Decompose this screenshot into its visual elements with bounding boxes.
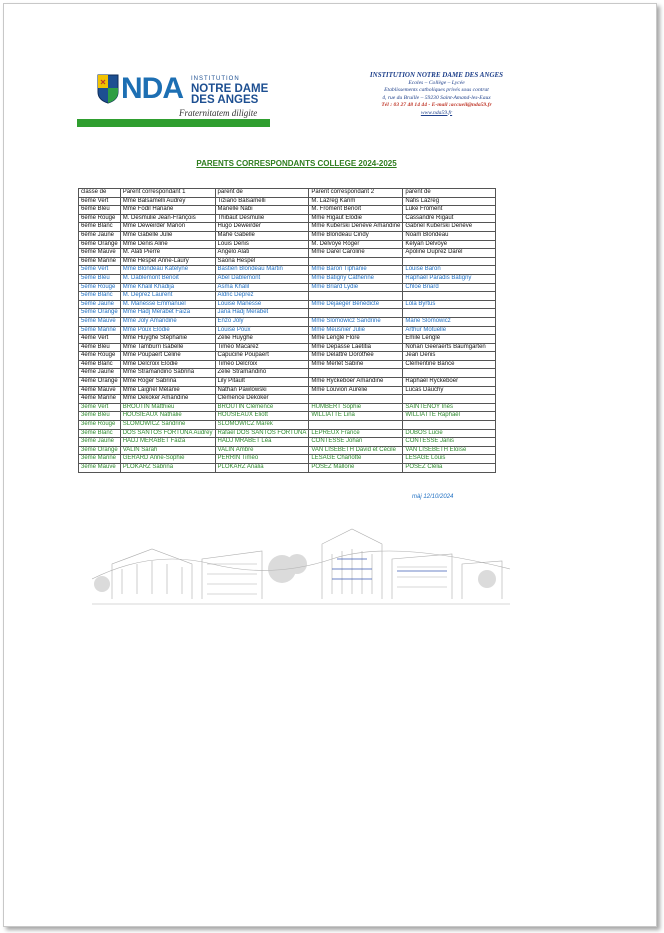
table-row xyxy=(79,360,496,369)
class-cell: 4ème Jaune xyxy=(79,369,121,378)
address-line1: Ecoles – Collège – Lycée xyxy=(408,79,465,86)
child1-cell: HADJ MRABET Léa xyxy=(215,438,309,447)
child2-cell: LESAGE Louis xyxy=(403,455,496,464)
table-row xyxy=(79,257,496,266)
parent2-cell: Mme Lenglé Flore xyxy=(309,335,403,344)
child2-cell xyxy=(403,369,496,378)
child2-cell: Arthur Motuelle xyxy=(403,326,496,335)
child2-cell: Jean Denis xyxy=(403,352,496,361)
school-buildings-sketch xyxy=(92,509,510,609)
child2-cell: Chloé Briard xyxy=(403,283,496,292)
parent2-cell xyxy=(309,292,403,301)
parent1-cell: VALIN Sarah xyxy=(120,446,215,455)
parent2-cell: M. Delvoye Roger xyxy=(309,240,403,249)
parent2-cell: Mme Louvion Aurélie xyxy=(309,386,403,395)
address-line2: Etablissements catholiques privés sous contrat xyxy=(384,87,489,93)
document-page xyxy=(3,3,657,927)
parent2-cell: WILLIATTE Lina xyxy=(309,412,403,421)
child1-cell: Enzo Joly xyxy=(215,317,309,326)
child2-cell: Cassandre Rigaut xyxy=(403,214,496,223)
parent1-cell: Mme Gabelle Julie xyxy=(120,231,215,240)
class-cell: 5ème Orange xyxy=(79,309,121,318)
table-row xyxy=(79,412,496,421)
child1-cell: parent de xyxy=(215,189,309,198)
class-cell: 5ème Bleu xyxy=(79,274,121,283)
class-cell: 5ème Mauve xyxy=(79,317,121,326)
parent2-cell xyxy=(309,309,403,318)
child2-cell: VAN LISEBETH Eloïse xyxy=(403,446,496,455)
child1-cell: PLOKARZ Analia xyxy=(215,464,309,473)
parent2-cell xyxy=(309,257,403,266)
table-row xyxy=(79,369,496,378)
page-title: PARENTS CORRESPONDANTS COLLEGE 2024-2025 xyxy=(196,159,397,168)
parent2-cell: Mme Déjaeger Bénédicte xyxy=(309,300,403,309)
parent2-cell: Mme Baron Tiphanie xyxy=(309,266,403,275)
parent2-cell: Mme Rigaut Elodie xyxy=(309,214,403,223)
table-row xyxy=(79,274,496,283)
child1-cell: Louise Poux xyxy=(215,326,309,335)
parent2-cell: Mme Kuberski Denève Amandine xyxy=(309,223,403,232)
table-row xyxy=(79,326,496,335)
child2-cell: Apoline Duprez Darel xyxy=(403,249,496,258)
parent1-cell: Mme Blondeau Katelyne xyxy=(120,266,215,275)
parent1-cell: Mme Denis Aline xyxy=(120,240,215,249)
parent1-cell: M. Alati Pierre xyxy=(120,249,215,258)
class-cell: 6ème Orange xyxy=(79,240,121,249)
table-row xyxy=(79,309,496,318)
table-row xyxy=(79,335,496,344)
table-row xyxy=(79,317,496,326)
parent2-cell: LEPREUX France xyxy=(309,429,403,438)
parent2-cell: VAN LISEBETH David et Cécile xyxy=(309,446,403,455)
parent2-cell xyxy=(309,421,403,430)
class-cell: 3ème Jaune xyxy=(79,438,121,447)
class-cell: 6ème Blanc xyxy=(79,223,121,232)
parent2-cell: POSEZ Mallorie xyxy=(309,464,403,473)
child1-cell: Angelo Alati xyxy=(215,249,309,258)
class-cell: 4ème Orange xyxy=(79,378,121,387)
parent1-cell: M. Dablemont Benoit xyxy=(120,274,215,283)
child2-cell xyxy=(403,292,496,301)
child1-cell: Louis Denis xyxy=(215,240,309,249)
child1-cell: Tiziano Balsamelli xyxy=(215,197,309,206)
parent1-cell: HOUSIEAUX Nathalie xyxy=(120,412,215,421)
table-row xyxy=(79,249,496,258)
child2-cell: CONTESSE Janis xyxy=(403,438,496,447)
child2-cell xyxy=(403,257,496,266)
parent1-cell: Mme Balsamelli Audrey xyxy=(120,197,215,206)
parent1-cell: Mme Stramandino Sabrina xyxy=(120,369,215,378)
parent2-cell xyxy=(309,369,403,378)
parent1-cell: Parent correspondant 1 xyxy=(120,189,215,198)
parent1-cell: BROUTIN Matthieu xyxy=(120,403,215,412)
class-cell: 4ème Vert xyxy=(79,335,121,344)
parent2-cell: Mme Ryckeboer Amandine xyxy=(309,378,403,387)
address-contact[interactable]: Tél : 03 27 48 14 44 - E-mail :accueil@nda59.fr xyxy=(381,102,492,108)
logo-motto: Fraternitatem diligite xyxy=(179,108,258,118)
child1-cell: Bastien Blondeau Martin xyxy=(215,266,309,275)
parent1-cell: Mme Joly Amandine xyxy=(120,317,215,326)
child1-cell: VALIN Ambre xyxy=(215,446,309,455)
table-row xyxy=(79,438,496,447)
parent2-cell: Mme Depasse Laetitia xyxy=(309,343,403,352)
child2-cell: Luke Froment xyxy=(403,206,496,215)
class-cell: 4ème Marine xyxy=(79,395,121,404)
parent1-cell: Mme Khalil Khadija xyxy=(120,283,215,292)
table-row xyxy=(79,421,496,430)
parent2-cell: CONTESSE Johan xyxy=(309,438,403,447)
child2-cell: Emile Lenglé xyxy=(403,335,496,344)
table-row xyxy=(79,197,496,206)
child1-cell: HOUSIEAUX Eliott xyxy=(215,412,309,421)
child1-cell: Jana Hadj Merabet xyxy=(215,309,309,318)
parent1-cell: DOS SANTOS FORTUNA Audrey xyxy=(120,429,215,438)
parent2-cell: Mme Blondeau Cindy xyxy=(309,231,403,240)
parent1-cell: M. Desmulie Jean-François xyxy=(120,214,215,223)
parent1-cell: GERARD Anne-Sophie xyxy=(120,455,215,464)
parent2-cell: Mme Batigny Catherine xyxy=(309,274,403,283)
logo-name-line2: DES ANGES xyxy=(191,94,259,106)
child2-cell: WILLIATTE Raphaël xyxy=(403,412,496,421)
child2-cell: Lola Byrtus xyxy=(403,300,496,309)
class-cell: 5ème Jaune xyxy=(79,300,121,309)
table-row xyxy=(79,403,496,412)
parent1-cell: SLOMOWICZ Sandrine xyxy=(120,421,215,430)
parent1-cell: Mme Delcroix Elodie xyxy=(120,360,215,369)
table-row xyxy=(79,352,496,361)
table-row xyxy=(79,223,496,232)
class-cell: 6ème Bleu xyxy=(79,206,121,215)
child1-cell: BROUTIN Clémence xyxy=(215,403,309,412)
child2-cell: SAINTENOY Inès xyxy=(403,403,496,412)
class-cell: 6ème Marine xyxy=(79,257,121,266)
child2-cell: Gabriel Kuberski Denève xyxy=(403,223,496,232)
modified-date: màj 12/10/2024 xyxy=(412,494,454,500)
logo-institution-small: INSTITUTION xyxy=(191,76,240,82)
child2-cell xyxy=(403,421,496,430)
table-row xyxy=(79,214,496,223)
child1-cell: Abel Dablemont xyxy=(215,274,309,283)
class-cell: 4ème Rouge xyxy=(79,352,121,361)
parents-table xyxy=(78,188,496,473)
child1-cell: Mahé Gabelle xyxy=(215,231,309,240)
class-cell: 3ème Vert xyxy=(79,403,121,412)
child1-cell: Aldric Deprez xyxy=(215,292,309,301)
class-cell: 6ème Vert xyxy=(79,197,121,206)
child2-cell: Louise Baron xyxy=(403,266,496,275)
address-line3: 4, rue du Bruille – 59230 Saint-Amand-les-Eaux xyxy=(382,94,491,101)
child1-cell: PERRIN Timéo xyxy=(215,455,309,464)
parent2-cell: Mme Merlet Sabine xyxy=(309,360,403,369)
class-cell: 4ème Blanc xyxy=(79,360,121,369)
class-cell: 3ème Orange xyxy=(79,446,121,455)
parent1-cell: Mme Huyghe Stéphanie xyxy=(120,335,215,344)
child2-cell xyxy=(403,309,496,318)
parent2-cell: LESAGE Charlotte xyxy=(309,455,403,464)
parent1-cell: Mme Fodil Hanane xyxy=(120,206,215,215)
child2-cell: Noam Blondeau xyxy=(403,231,496,240)
table-row xyxy=(79,378,496,387)
table-row xyxy=(79,446,496,455)
class-cell: 6ème Jaune xyxy=(79,231,121,240)
parent2-cell: Mme Briard Lydie xyxy=(309,283,403,292)
child1-cell: Saona Hespel xyxy=(215,257,309,266)
logo-institution-name xyxy=(191,74,268,106)
child1-cell: Clémence Dekoker xyxy=(215,395,309,404)
class-cell: 3ème Bleu xyxy=(79,412,121,421)
child2-cell: Clémentine Bance xyxy=(403,360,496,369)
parent1-cell: M. Manesse Emmanuel xyxy=(120,300,215,309)
class-cell: classe de xyxy=(79,189,121,198)
website-link[interactable]: www.nda59.fr xyxy=(420,109,453,116)
child2-cell xyxy=(403,395,496,404)
parent1-cell: Mme Tamburri Isabelle xyxy=(120,343,215,352)
child1-cell: Asma Khalil xyxy=(215,283,309,292)
class-cell: 5ème Blanc xyxy=(79,292,121,301)
table-row xyxy=(79,283,496,292)
child2-cell: Raphaël Paradis Batigny xyxy=(403,274,496,283)
parent1-cell: M. Deprez Laurent xyxy=(120,292,215,301)
child1-cell: Capucine Poupaert xyxy=(215,352,309,361)
parent2-cell: Mme Darel Caroline xyxy=(309,249,403,258)
class-cell: 6ème Mauve xyxy=(79,249,121,258)
child2-cell: Lucas Dauchy xyxy=(403,386,496,395)
child2-cell: Nohan Geeraerts Baumgarten xyxy=(403,343,496,352)
table-row xyxy=(79,266,496,275)
child2-cell: DUBOS Lucie xyxy=(403,429,496,438)
parent1-cell: HADJ MERABET Faiza xyxy=(120,438,215,447)
child1-cell: Nathan Pawlowski xyxy=(215,386,309,395)
parent2-cell: Mme Slomowicz Sandrine xyxy=(309,317,403,326)
child1-cell: Manelle Nabi xyxy=(215,206,309,215)
class-cell: 5ème Vert xyxy=(79,266,121,275)
child1-cell: Rafael DOS SANTOS FORTUNA xyxy=(215,429,309,438)
child2-cell: POSEZ Clélia xyxy=(403,464,496,473)
table-row xyxy=(79,455,496,464)
child1-cell: Louise Manesse xyxy=(215,300,309,309)
parent2-cell: M. Froment Benoît xyxy=(309,206,403,215)
child1-cell: Thibaut Desmulie xyxy=(215,214,309,223)
parent2-cell: M. Lazreg Karim xyxy=(309,197,403,206)
class-cell: 3ème Marine xyxy=(79,455,121,464)
child2-cell: parent de xyxy=(403,189,496,198)
parent2-cell: Mme Delattre Dorothée xyxy=(309,352,403,361)
table-row xyxy=(79,395,496,404)
class-cell: 3ème Rouge xyxy=(79,421,121,430)
parent2-cell xyxy=(309,395,403,404)
table-row xyxy=(79,206,496,215)
address-title: INSTITUTION NOTRE DAME DES ANGES xyxy=(369,71,504,79)
parent1-cell: Mme Roger Sabrina xyxy=(120,378,215,387)
logo-green-bar xyxy=(77,119,270,127)
parent2-cell: Parent correspondant 2 xyxy=(309,189,403,198)
table-row xyxy=(79,386,496,395)
class-cell: 5ème Rouge xyxy=(79,283,121,292)
parent1-cell: Mme Dekoker Amandine xyxy=(120,395,215,404)
parent1-cell: Mme Laignel Mélanie xyxy=(120,386,215,395)
child2-cell: Marie Slomowicz xyxy=(403,317,496,326)
parent1-cell: Mme Hadj Merabet Faiza xyxy=(120,309,215,318)
child1-cell: Zélie Stramandino xyxy=(215,369,309,378)
class-cell: 4ème Mauve xyxy=(79,386,121,395)
address-block xyxy=(364,72,509,117)
child1-cell: Lily Pitault xyxy=(215,378,309,387)
parent1-cell: Mme Poux Elodie xyxy=(120,326,215,335)
logo-name-line1: NOTRE DAME xyxy=(191,83,269,95)
parent2-cell: HUMBERT Sophie xyxy=(309,403,403,412)
parent2-cell: Mme Meusnier Julie xyxy=(309,326,403,335)
parent1-cell: Mme Deweirder Marion xyxy=(120,223,215,232)
table-row xyxy=(79,429,496,438)
class-cell: 3ème Mauve xyxy=(79,464,121,473)
class-cell: 6ème Rouge xyxy=(79,214,121,223)
class-cell: 4ème Bleu xyxy=(79,343,121,352)
table-row xyxy=(79,464,496,473)
child1-cell: Zélie Huyghe xyxy=(215,335,309,344)
table-header-row xyxy=(79,189,496,198)
parent1-cell: Mme Hespel Anne-Laury xyxy=(120,257,215,266)
table-row xyxy=(79,300,496,309)
child1-cell: SLOMOWICZ Marek xyxy=(215,421,309,430)
logo-letters: NDA xyxy=(121,72,183,105)
table-row xyxy=(79,343,496,352)
table-row xyxy=(79,240,496,249)
table-row xyxy=(79,292,496,301)
parent1-cell: Mme Poupaert Céline xyxy=(120,352,215,361)
child1-cell: Hugo Deweirder xyxy=(215,223,309,232)
child1-cell: Timéo Macarez xyxy=(215,343,309,352)
crest-icon xyxy=(97,74,119,104)
parent1-cell: PLOKARZ Sabrina xyxy=(120,464,215,473)
class-cell: 3ème Blanc xyxy=(79,429,121,438)
class-cell: 5ème Marine xyxy=(79,326,121,335)
child2-cell: Nafis Lazreg xyxy=(403,197,496,206)
child2-cell: Kélyan Delvoye xyxy=(403,240,496,249)
table-row xyxy=(79,231,496,240)
child1-cell: Timéo Delcroix xyxy=(215,360,309,369)
child2-cell: Raphaël Ryckeboer xyxy=(403,378,496,387)
